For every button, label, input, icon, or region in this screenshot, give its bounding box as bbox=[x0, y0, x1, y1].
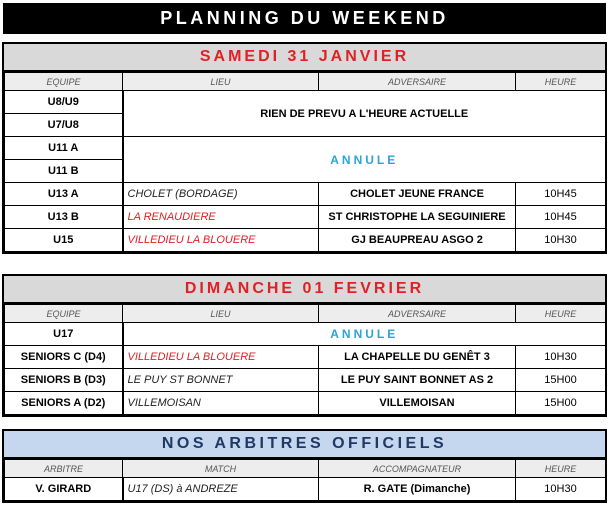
opponent-cell: LE PUY SAINT BONNET AS 2 bbox=[319, 369, 516, 392]
page-title: PLANNING DU WEEKEND bbox=[3, 3, 606, 34]
table-row bbox=[5, 137, 606, 160]
team-cell: U13 B bbox=[5, 206, 123, 229]
table-row bbox=[5, 229, 606, 252]
table-row bbox=[5, 323, 606, 346]
header-accompagnateur: ACCOMPAGNATEUR bbox=[319, 460, 516, 478]
header-adversaire: ADVERSAIRE bbox=[319, 73, 516, 91]
time-cell: 10H30 bbox=[516, 229, 606, 252]
venue-cell: VILLEDIEU LA BLOUERE bbox=[123, 229, 319, 252]
cancelled-note: ANNULE bbox=[123, 323, 606, 346]
opponent-cell: ST CHRISTOPHE LA SEGUINIERE bbox=[319, 206, 516, 229]
header-match: MATCH bbox=[123, 460, 319, 478]
table-row bbox=[5, 478, 606, 501]
venue-cell: LE PUY ST BONNET bbox=[123, 369, 319, 392]
team-cell: U7/U8 bbox=[5, 114, 123, 137]
opponent-cell: LA CHAPELLE DU GENÊT 3 bbox=[319, 346, 516, 369]
team-cell: SENIORS C (D4) bbox=[5, 346, 123, 369]
team-cell: SENIORS B (D3) bbox=[5, 369, 123, 392]
referees-section bbox=[2, 429, 607, 503]
team-cell: U11 B bbox=[5, 160, 123, 183]
team-cell: U11 A bbox=[5, 137, 123, 160]
venue-cell: VILLEDIEU LA BLOUERE bbox=[123, 346, 319, 369]
header-heure: HEURE bbox=[516, 73, 606, 91]
header-heure: HEURE bbox=[516, 305, 606, 323]
no-match-note: RIEN DE PREVU A L'HEURE ACTUELLE bbox=[123, 91, 606, 137]
header-arbitre: ARBITRE bbox=[5, 460, 123, 478]
table-row bbox=[5, 183, 606, 206]
sunday-table bbox=[4, 304, 606, 415]
companion-cell: R. GATE (Dimanche) bbox=[319, 478, 516, 501]
referees-table bbox=[4, 459, 606, 501]
match-cell: U17 (DS) à ANDREZE bbox=[123, 478, 319, 501]
table-row bbox=[5, 369, 606, 392]
time-cell: 10H45 bbox=[516, 206, 606, 229]
table-row bbox=[5, 206, 606, 229]
opponent-cell: CHOLET JEUNE FRANCE bbox=[319, 183, 516, 206]
team-cell: U13 A bbox=[5, 183, 123, 206]
header-lieu: LIEU bbox=[123, 305, 319, 323]
referee-name: V. GIRARD bbox=[5, 478, 123, 501]
table-header bbox=[5, 460, 606, 478]
venue-cell: CHOLET (BORDAGE) bbox=[123, 183, 319, 206]
opponent-cell: VILLEMOISAN bbox=[319, 392, 516, 415]
team-cell: U8/U9 bbox=[5, 91, 123, 114]
team-cell: SENIORS A (D2) bbox=[5, 392, 123, 415]
venue-cell: LA RENAUDIERE bbox=[123, 206, 319, 229]
header-adversaire: ADVERSAIRE bbox=[319, 305, 516, 323]
sunday-section bbox=[2, 274, 607, 417]
header-equipe: EQUIPE bbox=[5, 305, 123, 323]
venue-cell: VILLEMOISAN bbox=[123, 392, 319, 415]
team-cell: U15 bbox=[5, 229, 123, 252]
time-cell: 10H30 bbox=[516, 478, 606, 501]
time-cell: 10H45 bbox=[516, 183, 606, 206]
header-heure: HEURE bbox=[516, 460, 606, 478]
time-cell: 15H00 bbox=[516, 392, 606, 415]
saturday-title: SAMEDI 31 JANVIER bbox=[4, 44, 605, 72]
sunday-title: DIMANCHE 01 FEVRIER bbox=[4, 276, 605, 304]
team-cell: U17 bbox=[5, 323, 123, 346]
table-row bbox=[5, 392, 606, 415]
time-cell: 10H30 bbox=[516, 346, 606, 369]
cancelled-note: ANNULE bbox=[123, 137, 606, 183]
table-row bbox=[5, 91, 606, 114]
saturday-section bbox=[2, 42, 607, 254]
table-row bbox=[5, 346, 606, 369]
header-lieu: LIEU bbox=[123, 73, 319, 91]
saturday-table bbox=[4, 72, 606, 252]
opponent-cell: GJ BEAUPREAU ASGO 2 bbox=[319, 229, 516, 252]
table-header bbox=[5, 73, 606, 91]
referees-title: NOS ARBITRES OFFICIELS bbox=[4, 431, 605, 459]
header-equipe: EQUIPE bbox=[5, 73, 123, 91]
time-cell: 15H00 bbox=[516, 369, 606, 392]
table-header bbox=[5, 305, 606, 323]
